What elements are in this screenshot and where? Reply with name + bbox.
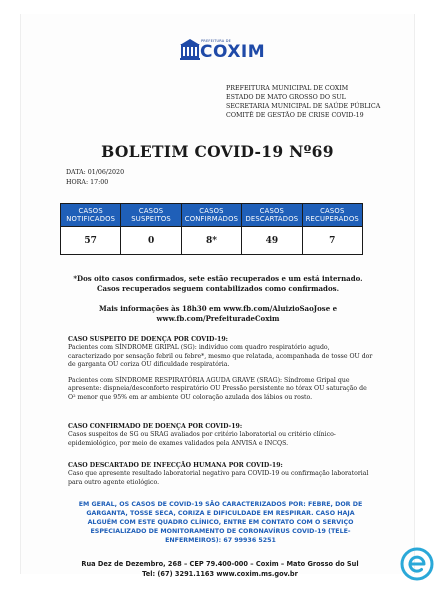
cases-table <box>60 203 363 255</box>
more-info <box>58 304 378 324</box>
footnote-confirmed <box>58 274 378 294</box>
header-line-3: SECRETARIA MUNICIPAL DE SAÚDE PÚBLICA <box>226 103 381 110</box>
value-confirmed: 8* <box>181 227 241 255</box>
institution-header <box>226 84 401 120</box>
discarded-text: Caso que apresente resultado laboratorial negativo para COVID-19 ou confirmação laboratorial para outro agente etiológico. <box>68 470 369 486</box>
footnote-line-2: Casos recuperados seguem contabilizados como confirmados. <box>96 284 340 293</box>
more-info-line-1: Mais informações às 18h30 em www.fb.com/AluizioSaoJose e <box>98 304 338 313</box>
value-suspected: 0 <box>121 227 181 255</box>
suspect-paragraph-sg: Pacientes com SÍNDROME GRIPAL (SG): indivíduo com quadro respiratório agudo, caracterizado por sensação febril ou febre*, mesmo que relatada, acompanhada de tosse OU dor de garganta OU coriza OU dificuldade respiratória. <box>68 344 373 368</box>
e-logo-icon <box>400 547 434 581</box>
footer-contact: Tel: (67) 3291.1163 www.coxim.ms.gov.br <box>142 570 298 578</box>
header-confirmed: CASOS CONFIRMADOS <box>181 204 241 227</box>
more-info-line-2: www.fb.com/PrefeituradeCoxim <box>156 314 280 323</box>
header-discarded: CASOS DESCARTADOS <box>242 204 302 227</box>
alert-line-5: ENFERMEIROS): 67 99936 5251 <box>165 537 276 544</box>
alert-line-1: EM GERAL, OS CASOS DE COVID-19 SÃO CARACTERIZADOS POR: FEBRE, DOR DE <box>78 501 363 508</box>
footer-address: Rua Dez de Dezembro, 268 – CEP 79.400-000 – Coxim – Mato Grosso do Sul <box>81 560 359 568</box>
confirmed-text: Casos suspeitos de SG ou SRAG avaliados por critério laboratorial ou critério clínico-epidemiológico, por meio de exames validados pela ANVISA e INCQS. <box>68 431 336 447</box>
coxim-logo <box>180 38 266 66</box>
address-footer <box>60 559 380 579</box>
footnote-line-1: *Dos oito casos confirmados, sete estão recuperados e um está internado. <box>73 274 363 283</box>
bulletin-meta <box>66 168 124 188</box>
header-notified: CASOS NOTIFICADOS <box>61 204 121 227</box>
suspect-paragraph-srag: Pacientes com SÍNDROME RESPIRATÓRIA AGUDA GRAVE (SRAG): Síndrome Gripal que apresente: dispneia/desconforto respiratório OU Pressão persistente no tórax OU saturação de O² menor que 95% em ar ambiente OU coloração azulada dos lábios ou rosto. <box>68 377 367 401</box>
suspect-heading: CASO SUSPEITO DE DOENÇA POR COVID-19: <box>68 336 228 343</box>
header-line-1: PREFEITURA MUNICIPAL DE COXIM <box>226 85 349 92</box>
alert-line-4: ESPECIALIZADO DE MONITORAMENTO DE CORONAVÍRUS COVID-19 (TELE- <box>90 528 351 535</box>
confirmed-heading: CASO CONFIRMADO DE DOENÇA POR COVID-19: <box>68 423 243 430</box>
discarded-section <box>68 462 373 487</box>
bulletin-time: HORA: 17:00 <box>66 179 109 186</box>
header-line-4: COMITÊ DE GESTÃO DE CRISE COVID-19 <box>226 112 364 119</box>
value-recovered: 7 <box>302 227 362 255</box>
logo-wordmark: COXIM <box>200 42 266 62</box>
value-notified: 57 <box>61 227 121 255</box>
cases-table-values-row <box>61 227 363 255</box>
bulletin-date: DATA: 01/06/2020 <box>66 169 125 176</box>
discarded-heading: CASO DESCARTADO DE INFECÇÃO HUMANA POR COVID-19: <box>68 462 283 469</box>
city-hall-icon <box>180 38 200 62</box>
bulletin-title: BOLETIM COVID-19 Nº69 <box>101 142 334 161</box>
header-recovered: CASOS RECUPERADOS <box>302 204 362 227</box>
alert-line-3: ALGUÉM COM ESTE QUADRO CLÍNICO, ENTRE EM CONTATO COM O SERVIÇO <box>87 519 354 526</box>
value-discarded: 49 <box>242 227 302 255</box>
logo-top-text: PREFEITURA DE <box>201 39 232 43</box>
confirmed-section <box>68 423 373 448</box>
symptoms-alert <box>68 500 373 545</box>
header-line-2: ESTADO DE MATO GROSSO DO SUL <box>226 94 346 101</box>
header-suspected: CASOS SUSPEITOS <box>121 204 181 227</box>
cases-table-header-row <box>61 204 363 227</box>
suspect-section <box>68 336 373 402</box>
alert-line-2: GARGANTA, TOSSE SECA, CORIZA E DIFICULDADE EM RESPIRAR. CASO HAJA <box>86 510 355 517</box>
